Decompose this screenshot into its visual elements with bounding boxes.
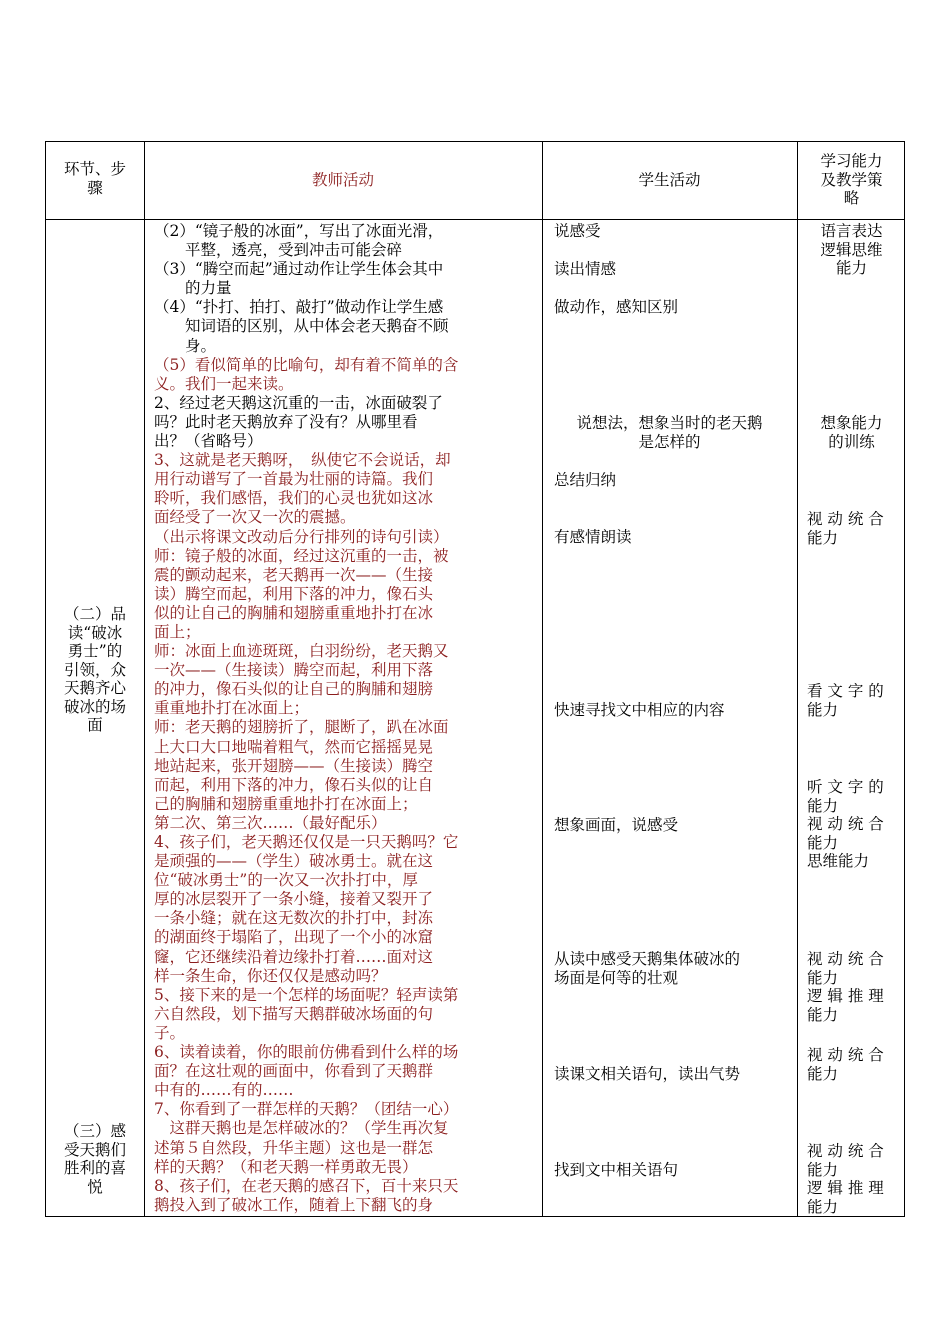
ability-item: 视 动 统 合 能力 [807, 1046, 884, 1083]
ability-item: 想象能力 的训练 [820, 414, 883, 451]
teacher-activity-line: 第二次、第三次……（最好配乐） [154, 813, 387, 832]
student-activity-item: 做动作，感知区别 [554, 298, 679, 316]
teacher-activity-line: 身。 [154, 336, 217, 355]
student-activity-item: 总结归纳 [554, 471, 617, 489]
column-divider [144, 142, 145, 1216]
teacher-activity-line: 而起，利用下落的冲力，像石头似的让自 [154, 775, 434, 794]
teacher-activity-paragraph [154, 298, 539, 355]
student-activity-item: 有感情朗读 [554, 528, 632, 546]
student-activity-item: 读出情感 [554, 260, 617, 278]
teacher-activity-line: 出？（省略号） [154, 432, 263, 451]
teacher-activity-line: 鹅投入到了破冰工作，随着上下翻飞的身 [154, 1195, 434, 1214]
teacher-activity-line: 重重地扑打在冰面上； [154, 699, 310, 718]
teacher-activity-line: 子。 [154, 1023, 186, 1042]
teacher-activity-line: 一次——（生接读）腾空而起，利用下落 [154, 661, 434, 680]
teacher-activity-line: 义。我们一起来读。 [154, 374, 294, 393]
header-student-activity: 学生活动 [638, 171, 701, 189]
teacher-activity-line: 己的胸脯和翅膀重重地扑打在冰面上； [154, 794, 418, 813]
teacher-activity-line: 面经受了一次又一次的震撼。 [154, 508, 356, 527]
student-activity-item: 从读中感受天鹅集体破冰的 场面是何等的壮观 [554, 950, 741, 987]
teacher-activity-line: 师：镜子般的冰面，经过这沉重的一击，被 [154, 546, 449, 565]
teacher-activity-line: 样的天鹅？（和老天鹅一样勇敢无畏） [154, 1157, 418, 1176]
student-activity-item: 找到文中相关语句 [554, 1161, 679, 1179]
teacher-activity-line: 述第５自然段，升华主题）这也是一群怎 [154, 1138, 434, 1157]
teacher-activity-line: 上大口大口地喘着粗气，然而它摇摇晃晃 [154, 737, 434, 756]
teacher-activity-line: 窿，它还继续沿着边缘扑打着……面对这 [154, 947, 434, 966]
teacher-activity-line: （3）“腾空而起”通过动作让学生体会其中 [154, 260, 444, 279]
teacher-activity-paragraph [154, 260, 539, 298]
teacher-activity-line: 的力量 [154, 279, 232, 298]
teacher-activity-line: 面上； [154, 622, 201, 641]
teacher-activity-line: 厚的冰层裂开了一条小缝，接着又裂开了 [154, 890, 434, 909]
teacher-activity-line: 平整，透亮，受到冲击可能会碎 [154, 241, 403, 260]
stage-two-label: （二）品 读“破冰 勇士”的 引领，众 天鹅齐心 破冰的场 面 [63, 605, 126, 734]
column-divider [542, 142, 543, 1216]
teacher-activity-column [154, 222, 539, 1215]
teacher-activity-line: 8、孩子们，在老天鹅的感召下，百十来只天 [154, 1176, 459, 1195]
student-activity-item: 说想法，想象当时的老天鹅 是怎样的 [576, 414, 763, 451]
teacher-activity-line: 是顽强的——（学生）破冰勇士。就在这 [154, 852, 434, 871]
teacher-activity-paragraph [154, 528, 539, 1215]
ability-item: 听 文 字 的 能力 视 动 统 合 能力 思维能力 [807, 778, 884, 870]
ability-item: 视 动 统 合 能力 逻 辑 推 理 能力 [807, 950, 884, 1024]
teacher-activity-line: 知词语的区别，从中体会老天鹅奋不顾 [154, 317, 449, 336]
teacher-activity-line: （2）“镜子般的冰面”，写出了冰面光滑， [154, 222, 444, 240]
ability-item: 视 动 统 合 能力 [807, 510, 884, 547]
teacher-activity-line: 师：老天鹅的翅膀折了，腿断了，趴在冰面 [154, 718, 449, 737]
teacher-activity-line: 吗？此时老天鹅放弃了没有？从哪里看 [154, 412, 418, 431]
teacher-activity-paragraph [154, 451, 539, 527]
teacher-activity-line: 用行动谱写了一首最为壮丽的诗篇。我们 [154, 470, 434, 489]
student-activity-item: 说感受 [554, 222, 601, 240]
column-divider [797, 142, 798, 1216]
header-divider [46, 219, 904, 220]
teacher-activity-line: 面？在这壮观的画面中，你看到了天鹅群 [154, 1062, 434, 1081]
teacher-activity-paragraph [154, 222, 539, 260]
teacher-activity-line: 似的让自己的胸脯和翅膀重重地扑打在冰 [154, 603, 434, 622]
header-teacher-activity: 教师活动 [311, 171, 374, 189]
stage-three-label: （三）感 受天鹅们 胜利的喜 悦 [63, 1122, 126, 1196]
teacher-activity-line: 2、经过老天鹅这沉重的一击，冰面破裂了 [154, 393, 443, 412]
teacher-activity-line: 读）腾空而起，利用下落的冲力，像石头 [154, 584, 434, 603]
teacher-activity-line: （4）“扑打、拍打、敲打”做动作让学生感 [154, 298, 444, 317]
header-stage: 环节、步 骤 [63, 160, 126, 197]
ability-item: 视 动 统 合 能力 逻 辑 推 理 能力 [807, 1142, 884, 1216]
teacher-activity-line: 5、接下来的是一个怎样的场面呢？轻声读第 [154, 985, 459, 1004]
teacher-activity-line: 的冲力，像石头似的让自己的胸脯和翅膀 [154, 680, 434, 699]
teacher-activity-line: 这群天鹅也是怎样破冰的？（学生再次复 [154, 1119, 449, 1138]
teacher-activity-paragraph [154, 356, 539, 394]
teacher-activity-line: 震的颤动起来，老天鹅再一次——（生接 [154, 565, 434, 584]
student-activity-item: 想象画面，说感受 [554, 816, 679, 834]
teacher-activity-line: 位“破冰勇士”的一次又一次扑打中，厚 [154, 871, 418, 890]
teacher-activity-line: 师：冰面上血迹斑斑，白羽纷纷，老天鹅又 [154, 642, 449, 661]
teacher-activity-line: 地站起来，张开翅膀——（生接读）腾空 [154, 756, 434, 775]
teacher-activity-line: 6、读着读着，你的眼前仿佛看到什么样的场 [154, 1043, 459, 1062]
teacher-activity-line: 样一条生命，你还仅仅是感动吗？ [154, 966, 387, 985]
teacher-activity-line: 中有的……有的…… [154, 1081, 294, 1100]
teacher-activity-line: 7、你看到了一群怎样的天鹅？（团结一心） [154, 1100, 459, 1119]
lesson-plan-table [45, 141, 905, 1217]
header-ability: 学习能力 及教学策 略 [820, 152, 883, 207]
teacher-activity-line: （出示将课文改动后分行排列的诗句引读） [154, 527, 449, 546]
teacher-activity-line: 3、这就是老天鹅呀， 纵使它不会说话，却 [154, 451, 451, 470]
student-activity-item: 读课文相关语句，读出气势 [554, 1065, 741, 1083]
ability-item: 看 文 字 的 能力 [807, 682, 884, 719]
student-activity-item: 快速寻找文中相应的内容 [554, 701, 725, 719]
teacher-activity-line: 一条小缝；就在这无数次的扑打中，封冻 [154, 909, 434, 928]
teacher-activity-line: 六自然段，划下描写天鹅群破冰场面的句 [154, 1004, 434, 1023]
teacher-activity-line: 4、孩子们，老天鹅还仅仅是一只天鹅吗？它 [154, 833, 459, 851]
ability-item: 语言表达 逻辑思维 能力 [820, 222, 883, 277]
teacher-activity-line: 的湖面终于塌陷了，出现了一个小的冰窟 [154, 928, 434, 947]
teacher-activity-line: 聆听，我们感悟，我们的心灵也犹如这冰 [154, 489, 434, 508]
teacher-activity-paragraph [154, 394, 539, 451]
teacher-activity-line: （5）看似简单的比喻句，却有着不简单的含 [154, 355, 459, 374]
